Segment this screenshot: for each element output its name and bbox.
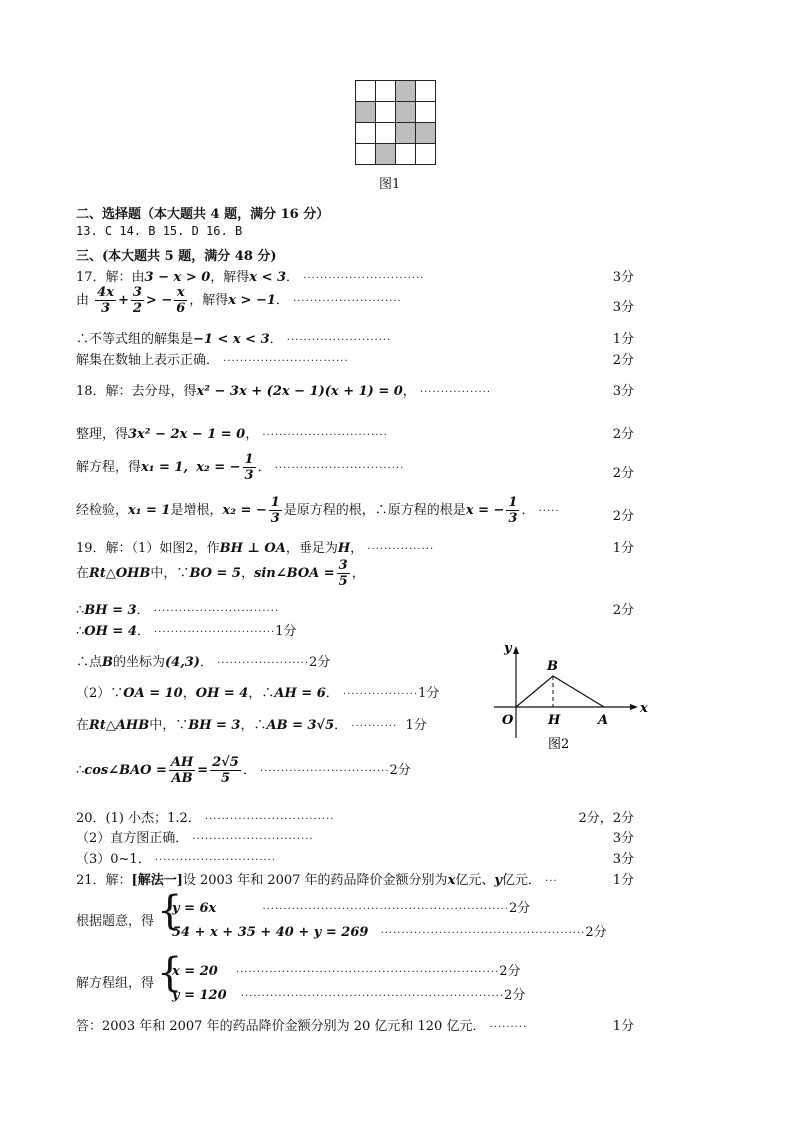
q20-line-3: （3）0~1． ····························· xyxy=(76,852,277,867)
q19-line-4: ∴OH = 4． ·····························1分 xyxy=(76,624,297,639)
q20-score-2: 3分 xyxy=(612,831,634,846)
q21-brace-2: { xyxy=(157,950,183,996)
q19-line-6: （2）∵OA = 10，OH = 4，∴AH = 6． ··················1分 xyxy=(76,686,440,701)
figure-1-caption: 图1 xyxy=(379,177,401,192)
grid-cell xyxy=(396,123,416,144)
grid-cell xyxy=(376,123,396,144)
q19-score-3: 2分 xyxy=(612,603,634,618)
grid-cell xyxy=(416,81,436,102)
q17-score-3: 1分 xyxy=(612,332,634,347)
section-2-answers: 13. C 14. B 15. D 16. B xyxy=(76,224,243,238)
figure-2-caption: 图2 xyxy=(548,737,570,752)
grid-cell xyxy=(376,81,396,102)
figure-2-diagram xyxy=(490,640,650,760)
label-o: O xyxy=(502,713,514,728)
label-y: y xyxy=(504,641,512,656)
q19-line-8: ∴cos∠BAO = $\frac{AH}{AB}$ = $\frac{2√5}{5}$ ． ·······························2分 xyxy=(76,755,411,786)
grid-cell xyxy=(376,102,396,123)
label-b: B xyxy=(547,659,558,674)
q20-line-2: （2）直方图正确． ····························· xyxy=(76,831,314,846)
q18-line-1: 18．解：去分母，得x² − 3x + (2x − 1)(x + 1) = 0， ················· xyxy=(76,384,491,399)
q18-score-3: 2分 xyxy=(612,466,634,481)
q21-line-2-label: 根据题意，得 xyxy=(76,914,155,929)
grid-cell xyxy=(416,102,436,123)
q21-score-1: 1分 xyxy=(612,873,634,888)
q17-line-3: ∴不等式组的解集是−1 < x < 3． ························· xyxy=(76,332,392,347)
q17-score-1: 3分 xyxy=(612,270,634,285)
q18-score-1: 3分 xyxy=(612,384,634,399)
q21-line-3-label: 解方程组，得 xyxy=(76,976,155,991)
label-x: x xyxy=(640,701,648,716)
grid-cell xyxy=(396,102,416,123)
q17-score-4: 2分 xyxy=(612,353,634,368)
grid-cell xyxy=(396,81,416,102)
q17-line-1: 17．解：由3 − x > 0，解得x < 3． ····························· xyxy=(76,270,425,285)
q18-line-4: 经检验，x₁ = 1是增根，x₂ = − $\frac{1}{3}$ 是原方程的根，∴原方程的根是x = − $\frac{1}{3}$ ． ····· xyxy=(76,495,560,526)
q21-eq-2: 54 + x + 35 + 40 + y = 269 ·················································2分 xyxy=(172,925,607,940)
q17-line-4: 解集在数轴上表示正确． ······························ xyxy=(76,353,349,368)
figure-1-grid xyxy=(355,80,436,165)
q19-line-2: 在Rt△OHB中，∵BO = 5，sin∠BOA = $\frac{3}{5}$ ， xyxy=(76,558,365,589)
label-a: A xyxy=(598,713,609,728)
q18-line-3: 解方程，得x₁ = 1, x₂ = − $\frac{1}{3}$ ． ······························· xyxy=(76,452,405,483)
grid-cell xyxy=(356,144,376,165)
q17-line-2: 由 $\frac{4x}{3}$ + $\frac{3}{2}$ > − $\frac{x}{6}$ ，解得x > −1． ·························· xyxy=(76,285,402,316)
q18-score-4: 2分 xyxy=(612,509,634,524)
q18-line-2: 整理，得3x² − 2x − 1 = 0， ······························ xyxy=(76,427,388,442)
section-2-heading: 二、选择题（本大题共 4 题，满分 16 分） xyxy=(76,207,330,222)
grid-cell xyxy=(396,144,416,165)
q20-score-3: 3分 xyxy=(612,852,634,867)
q18-score-2: 2分 xyxy=(612,427,634,442)
grid-cell xyxy=(356,102,376,123)
q19-line-3: ∴BH = 3． ······························ xyxy=(76,603,280,618)
q21-sol-1: x = 20 ·······························································2分 xyxy=(172,964,521,979)
q20-score-1: 2分，2分 xyxy=(578,811,634,826)
y-axis-arrow xyxy=(513,646,519,654)
q21-answer: 答：2003 年和 2007 年的药品降价金额分别为 20 亿元和 120 亿元． ········· xyxy=(76,1019,528,1034)
grid-cell xyxy=(416,144,436,165)
x-axis-arrow xyxy=(630,704,638,710)
q19-score-1: 1分 xyxy=(612,541,634,556)
q21-eq-1: y = 6x ···························································2分 xyxy=(172,901,531,916)
section-3-heading: 三、(本大题共 5 题，满分 48 分) xyxy=(76,249,277,264)
q19-line-5: ∴点B的坐标为(4,3)． ······················2分 xyxy=(76,655,331,670)
q19-line-7: 在Rt△AHB中，∵BH = 3，∴AB = 3√5． ··········· 1分 xyxy=(76,718,427,733)
grid-cell xyxy=(356,123,376,144)
q21-brace-1: { xyxy=(157,888,183,934)
q17-score-2: 3分 xyxy=(612,300,634,315)
grid-cell xyxy=(376,144,396,165)
label-h: H xyxy=(548,713,561,728)
grid-cell xyxy=(356,81,376,102)
q21-line-1: 21．解：[解法一]设 2003 年和 2007 年的药品降价金额分别为x亿元、y亿元． ··· xyxy=(76,873,558,888)
q20-line-1: 20．(1) 小杰；1.2． ······························· xyxy=(76,811,335,826)
q21-score-4: 1分 xyxy=(612,1019,634,1034)
q21-sol-2: y = 120 ·······························································2分 xyxy=(172,988,526,1003)
grid-cell xyxy=(416,123,436,144)
triangle-obs xyxy=(516,676,604,707)
q19-line-1: 19．解：（1）如图2，作BH ⊥ OA，垂足为H， ················ xyxy=(76,541,435,556)
